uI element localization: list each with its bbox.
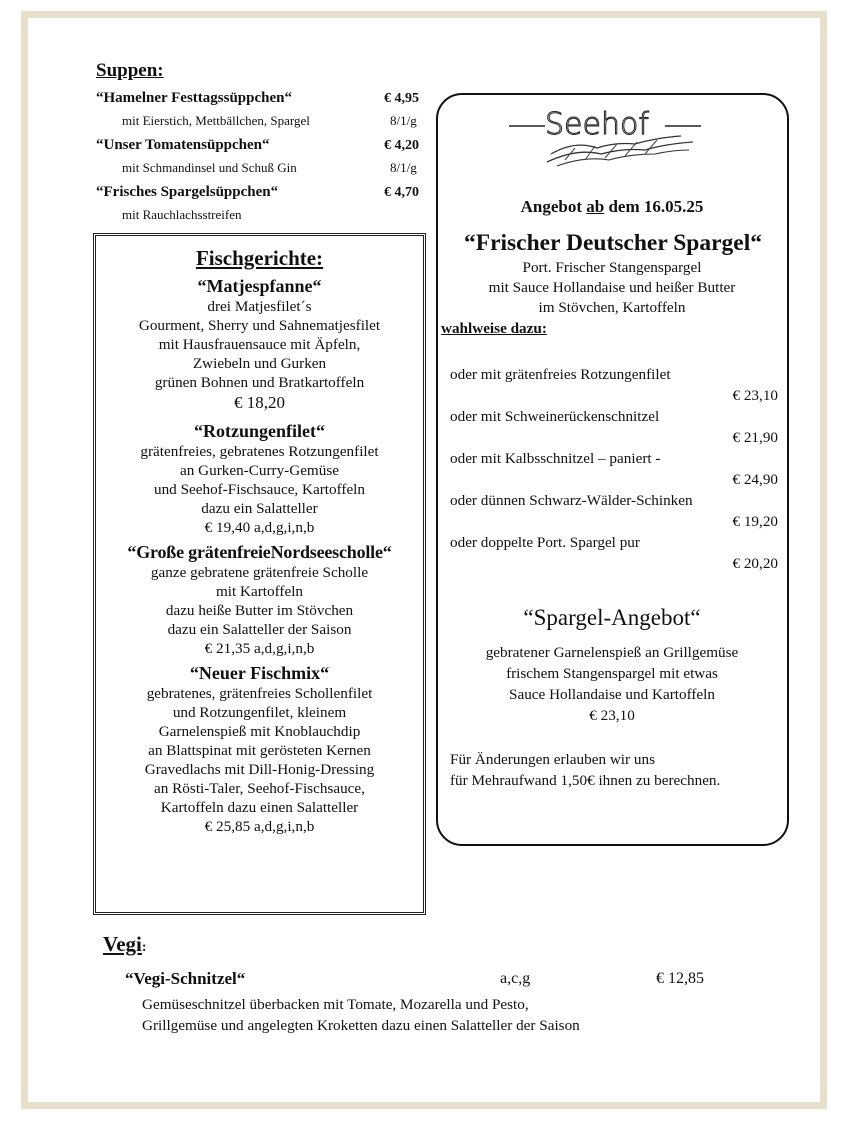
soup-name: “Hamelner Festtagssüppchen“ [96, 90, 292, 106]
dish-scholle [96, 541, 423, 658]
dish-price: € 25,85 a,d,g,i,n,b [204, 818, 315, 835]
note-line: für Mehraufwand 1,50€ ihnen zu berechnen. [450, 772, 721, 789]
soup-name: “Frisches Spargelsüppchen“ [96, 184, 279, 200]
dish-price: € 18,20 [234, 393, 285, 412]
dish-line: Zwiebeln und Gurken [192, 355, 327, 372]
logo-text: Seehof [545, 107, 649, 142]
offer-date-prefix: Angebot [520, 197, 587, 216]
dish-line: an Rösti-Taler, Seehof-Fischsauce, [154, 780, 365, 797]
dish-rotzunge [96, 420, 423, 537]
dish-line: Kartoffeln dazu einen Salatteller [160, 799, 359, 816]
option-list [450, 364, 778, 574]
offer-date [440, 197, 784, 217]
soup-desc: mit Schmandinsel und Schuß Gin [122, 160, 297, 175]
option-item [450, 448, 778, 490]
dish-line: gebratenes, grätenfreies Schollenfilet [146, 685, 373, 702]
option-item [450, 490, 778, 532]
vegi-dish-name: “Vegi-Schnitzel“ [125, 969, 246, 988]
soup-unit: 8/1/g [390, 160, 417, 175]
dish-name: “Rotzungenfilet“ [194, 421, 325, 441]
fish-box [93, 233, 426, 915]
dish-line: grünen Bohnen und Bratkartoffeln [154, 374, 365, 391]
dish-line: grätenfreies, gebratenes Rotzungenfilet [140, 443, 379, 460]
offer-desc-line: mit Sauce Hollandaise und heißer Butter [488, 279, 736, 296]
dish-line: Gravedlachs mit Dill-Honig-Dressing [144, 761, 375, 778]
soup-unit: 8/1/g [390, 113, 417, 128]
vegi-allergens: a,c,g [500, 970, 531, 987]
dish-line: an Blattspinat mit gerösteten Kernen [148, 742, 371, 759]
option-label: oder doppelte Port. Spargel pur [450, 534, 640, 551]
offer-desc-line: im Stövchen, Kartoffeln [538, 299, 686, 316]
option-label: oder dünnen Schwarz-Wälder-Schinken [450, 492, 693, 509]
vegi-price: € 12,85 [656, 970, 704, 987]
dish-line: und Rotzungenfilet, kleinem [172, 704, 347, 721]
option-item [450, 406, 778, 448]
dish-line: ganze gebratene grätenfreie Scholle [150, 564, 369, 581]
dish-price: € 19,40 a,d,g,i,n,b [204, 519, 315, 536]
spargel-desc-line: Sauce Hollandaise und Kartoffeln [509, 686, 715, 703]
offer-date-suffix: dem 16.05.25 [604, 197, 704, 216]
offer-title: “Frischer Deutscher Spargel“ [463, 230, 763, 256]
dish-line: und Seehof-Fischsauce, Kartoffeln [153, 481, 365, 498]
dish-matjes [96, 275, 423, 414]
soup-name: “Unser Tomatensüppchen“ [96, 137, 270, 153]
option-price: € 21,90 [732, 429, 778, 446]
vegi-desc-line: Gemüseschnitzel überbacken mit Tomate, Mozarella und Pesto, [142, 996, 529, 1013]
dish-line: dazu heiße Butter im Stövchen [165, 602, 354, 619]
spargel-price: € 23,10 [589, 707, 635, 724]
spargel-angebot-title: “Spargel-Angebot“ [523, 605, 701, 630]
fish-heading: Fischgerichte: [195, 246, 324, 270]
option-item [450, 364, 778, 406]
vegi-heading-text: Vegi [103, 932, 142, 956]
dish-line: an Gurken-Curry-Gemüse [180, 462, 339, 479]
dish-line: Garnelenspieß mit Knoblauchdip [158, 723, 361, 740]
offer-desc-line: Port. Frischer Stangenspargel [522, 259, 702, 276]
soup-price: € 4,95 [384, 91, 419, 106]
dish-name: “Große grätenfreieNordseescholle“ [127, 542, 392, 562]
spargel-angebot-desc [440, 642, 784, 726]
spargel-desc-line: gebratener Garnelenspieß an Grillgemüse [485, 644, 739, 661]
note-line: Für Änderungen erlauben wir uns [450, 751, 655, 768]
option-price: € 24,90 [732, 471, 778, 488]
surcharge-note [450, 749, 786, 791]
dish-line: mit Kartoffeln [215, 583, 304, 600]
option-item [450, 532, 778, 574]
dish-line: dazu ein Salatteller [201, 500, 318, 517]
vegi-description [142, 994, 580, 1036]
soup-desc: mit Eierstich, Mettbällchen, Spargel [122, 113, 310, 128]
option-label: oder mit Schweinerückenschnitzel [450, 408, 660, 425]
dish-name: “Matjespfanne“ [197, 276, 322, 296]
dish-line: drei Matjesfilet´s [207, 298, 312, 315]
dish-line: mit Hausfrauensauce mit Äpfeln, [158, 336, 361, 353]
dish-line: Gourment, Sherry und Sahnematjesfilet [138, 317, 381, 334]
dish-name: “Neuer Fischmix“ [189, 663, 330, 683]
vegi-heading-colon: : [141, 940, 147, 955]
vegi-heading [103, 932, 147, 957]
dish-fischmix [96, 662, 423, 836]
option-price: € 19,20 [732, 513, 778, 530]
wahlweise-label: wahlweise dazu: [441, 320, 547, 337]
option-label: oder mit Kalbsschnitzel – paniert - [450, 450, 661, 467]
dish-price: € 21,35 a,d,g,i,n,b [204, 640, 315, 657]
offer-date-under: ab [586, 197, 605, 216]
option-label: oder mit grätenfreies Rotzungenfilet [450, 366, 671, 383]
suppen-heading: Suppen: [96, 60, 164, 81]
offer-description [440, 258, 784, 318]
option-price: € 20,20 [732, 555, 778, 572]
soup-price: € 4,20 [384, 138, 419, 153]
dish-line: dazu ein Salatteller der Saison [167, 621, 352, 638]
soup-price: € 4,70 [384, 185, 419, 200]
seehof-logo [505, 104, 705, 170]
soup-desc: mit Rauchlachsstreifen [122, 207, 242, 222]
option-price: € 23,10 [732, 387, 778, 404]
vegi-desc-line: Grillgemüse und angelegten Kroketten dazu einen Salatteller der Saison [142, 1017, 580, 1034]
spargel-desc-line: frischem Stangenspargel mit etwas [506, 665, 718, 682]
